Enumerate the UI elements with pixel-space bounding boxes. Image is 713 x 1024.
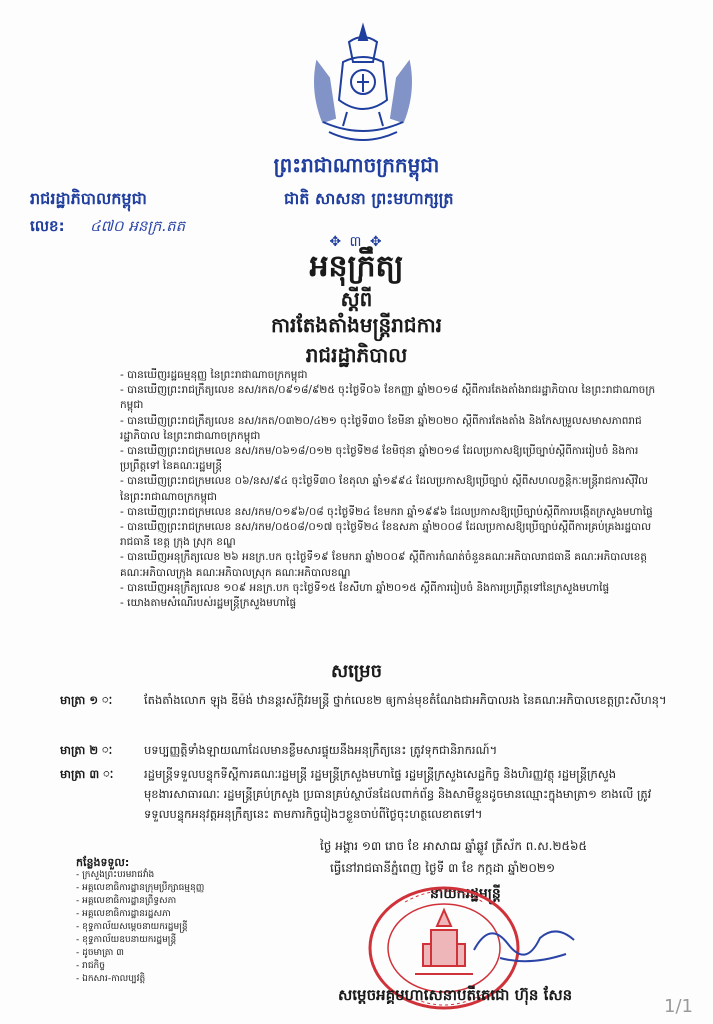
signatory-name: សម្តេចអគ្គមហាសេនាបតីតេជោ ហ៊ុន សែន [338, 986, 573, 1004]
handwritten-signature-icon [470, 910, 580, 970]
national-motto: ជាតិ សាសនា ព្រះមហាក្សត្រ [284, 189, 454, 208]
list-item: - បានឃើញព្រះរាជក្រមលេខ នស/រកម/០៥០៨/០១៧ ចុះថ្ងៃទី២៤ ខែឧសភា ឆ្នាំ២០០៨ ដែលប្រកាសឱ្យប្រើច្បាប់ស្តីពីការគ្រប់គ្រងរដ្ឋបាលរាជធានី ខេត្ត ក្រុង ស្រុក ខណ្ឌ [120, 521, 652, 549]
signatory-title: នាយករដ្ឋមន្ត្រី [430, 886, 501, 902]
recipients-list [76, 856, 306, 986]
list-item: - បានឃើញព្រះរាជក្រមលេខ នស/រកម/០១៩៦/០៨ ចុះថ្ងៃទី២៤ ខែមករា ឆ្នាំ១៩៩៦ ដែលប្រកាសឱ្យប្រើច្បាប់ស្តីពីការបង្កើតក្រសួងមហាផ្ទៃ [120, 505, 653, 518]
royal-coat-of-arms-icon [303, 22, 423, 152]
decision-heading: សម្រេច [330, 661, 383, 682]
list-item: - បានឃើញអនុក្រឹត្យលេខ ១០៩ អនក្រ.បក ចុះថ្ងៃទី១៥ ខែសីហា ឆ្នាំ២០១៥ ស្តីពីការរៀបចំ និងការប្រព្រឹត្តទៅនៃក្រសួងមហាផ្ទៃ [120, 581, 610, 594]
list-item: - ខុទ្ទកាល័យឧបនាយករដ្ឋមន្ត្រី [76, 935, 177, 945]
list-item: - បានឃើញអនុក្រឹត្យលេខ ២៦ អនក្រ.បក ចុះថ្ងៃទី១៩ ខែមករា ឆ្នាំ២០០៩ ស្តីពីការកំណត់ចំនួនគណៈអភិបាលរាជធានី គណៈអភិបាលខេត្ត គណៈអភិបាលក្រុង គណៈអភិបាលស្រុក គណៈអភិបាលខណ្ឌ [120, 551, 647, 579]
list-item: - អគ្គលេខាធិការដ្ឋានព្រឹទ្ធសភា [76, 896, 177, 906]
article-text: តែងតាំងលោក ឡុង ឌីម៉ង់ ឋានន្តរស័ក្តិវរមន្ត្រី ថ្នាក់លេខ២ ឲ្យកាន់មុខតំណែងជាអភិបាលរង នៃគណៈអភិបាលខេត្តព្រះសីហនុ។ [144, 693, 667, 707]
list-item: - យោងតាមសំណើរបស់រដ្ឋមន្ត្រីក្រសួងមហាផ្ទៃ [120, 597, 297, 610]
issuer-heading: រាជរដ្ឋាភិបាល [305, 343, 408, 367]
list-item: - បានឃើញព្រះរាជក្រមលេខ នស/រកម/០៦១៨/០១២ ចុះថ្ងៃទី២៨ ខែមិថុនា ឆ្នាំ២០១៨ ដែលប្រកាសឱ្យប្រើច្បាប់ស្តីពីការរៀបចំ និងការប្រព្រឹត្តទៅ នៃគណៈរដ្ឋមន្ត្រី [120, 445, 639, 473]
document-subject: ការតែងតាំងមន្ត្រីរាជការ [271, 313, 442, 337]
article-text: រដ្ឋមន្ត្រីទទួលបន្ទុកទីស្តីការគណៈរដ្ឋមន្ត្រី រដ្ឋមន្ត្រីក្រសួងមហាផ្ទៃ រដ្ឋមន្ត្រីក្រសួងសេដ្ឋកិច្ច និងហិរញ្ញវត្ថុ រដ្ឋមន្ត្រីក្រសួងមុខងារសាធារណៈ រដ្ឋមន្ត្រីគ្រប់ក្រសួង ប្រធានគ្រប់ស្ថាប័នដែលពាក់ព័ន្ធ និងសាមីខ្លួនដូចមានឈ្មោះក្នុងមាត្រា១ ខាងលើ ត្រូវទទួលបន្ទុកអនុវត្តអនុក្រឹត្យនេះ តាមភារកិច្ចរៀងៗខ្លួនចាប់ពីថ្ងៃចុះហត្ថលេខាតទៅ។ [144, 767, 652, 821]
reference-label: លេខ: [30, 217, 65, 235]
ministry-name: រាជរដ្ឋាភិបាលកម្ពុជា [30, 189, 147, 208]
ornament-divider: ✥ ៣ ✥ [329, 234, 384, 250]
list-item: - ក្រសួងព្រះបរមរាជវាំង [76, 870, 155, 880]
list-item: - ខុទ្ទកាល័យសម្តេចនាយករដ្ឋមន្ត្រី [76, 922, 188, 932]
kingdom-heading: ព្រះរាជាណាចក្រកម្ពុជា [273, 153, 440, 177]
page-indicator: 1/1 [664, 996, 693, 1017]
article-label: មាត្រា ២ ៈ [60, 743, 113, 757]
list-item: - បានឃើញរដ្ឋធម្មនុញ្ញ នៃព្រះរាជាណាចក្រកម្ពុជា [120, 369, 308, 381]
considerations-list [120, 368, 660, 611]
article-label: មាត្រា ៣ ៈ [60, 767, 114, 781]
list-item: - អគ្គលេខាធិការដ្ឋានក្រុមប្រឹក្សាធម្មនុញ្ញ [76, 883, 205, 893]
article-label: មាត្រា ១ ៈ [60, 693, 113, 707]
list-item: - អគ្គលេខាធិការដ្ឋានរដ្ឋសភា [76, 909, 171, 919]
document-about: ស្តីពី [340, 287, 373, 311]
article-1 [60, 690, 670, 710]
article-2 [60, 740, 670, 760]
list-item: - ដូចមាត្រា ៣ [76, 948, 124, 958]
list-item: - ឯកសារ-កាលប្បវត្តិ [76, 974, 146, 984]
list-item: - បានឃើញព្រះរាជក្រឹត្យលេខ នស/រកត/០៩១៨/៩២៥ ចុះថ្ងៃទី០៦ ខែកញ្ញា ឆ្នាំ២០១៨ ស្តីពីការតែងតាំងរាជរដ្ឋាភិបាល នៃព្រះរាជាណាចក្រកម្ពុជា [120, 384, 656, 412]
gregorian-date: ធ្វើនៅរាជធានីភ្នំពេញ ថ្ងៃទី ៣ ខែ កក្កដា ឆ្នាំ២០២១ [330, 861, 556, 875]
article-text: បទប្បញ្ញត្តិទាំងឡាយណាដែលមានខ្លឹមសារផ្ទុយនឹងអនុក្រឹត្យនេះ ត្រូវទុកជានិរាករណ៍។ [144, 743, 498, 757]
lunar-date: ថ្ងៃ អង្គារ ១៣ រោច ខែ អាសាឍ ឆ្នាំឆ្លូវ ត្រីស័ក ព.ស.២៥៦៥ [320, 839, 588, 853]
list-item: - បានឃើញព្រះរាជក្រមលេខ ០៦/នស/៩៤ ចុះថ្ងៃទី៣០ ខែតុលា ឆ្នាំ១៩៩៤ ដែលប្រកាសឱ្យប្រើច្បាប់ ស្តីពីសហលក្ខន្តិកៈមន្ត្រីរាជការស៊ីវិល នៃព្រះរាជាណាចក្រកម្ពុជា [120, 475, 649, 503]
reference-number: ៤៧០ អនក្រ.តត [90, 217, 186, 235]
list-item: - រាជកិច្ច [76, 961, 105, 971]
recipients-heading: កន្លែងទទួល: [76, 856, 130, 869]
list-item: - បានឃើញព្រះរាជក្រឹត្យលេខ នស/រកត/០៣២០/៤២១ ចុះថ្ងៃទី៣០ ខែមីនា ឆ្នាំ២០២០ ស្តីពីការតែងតាំង និងកែសម្រួលសមាសភាពរាជរដ្ឋាភិបាល នៃព្រះរាជាណាចក្រកម្ពុជា [120, 414, 642, 442]
article-3 [60, 764, 670, 824]
document-title: អនុក្រឹត្យ [309, 249, 404, 284]
